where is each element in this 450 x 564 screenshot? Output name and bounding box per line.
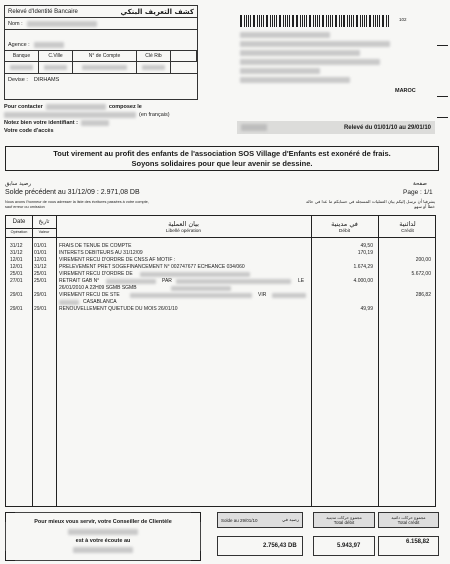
- total-debit-label: Total débit: [333, 520, 355, 525]
- country: MAROC: [395, 88, 416, 94]
- header-libelle-ar: بيان العملية: [168, 220, 199, 228]
- previous-balance: Solde précédent au 31/12/09 : 2.971,08 DB: [5, 189, 140, 196]
- rib-hdr-cville: C.Ville: [39, 51, 73, 62]
- barcode-bar: [339, 15, 340, 27]
- contact-row: [4, 103, 204, 111]
- redacted-value: [44, 65, 67, 70]
- row-credit: 5.672,00: [411, 271, 431, 277]
- corner-mark: [191, 512, 201, 522]
- barcode-bar: [319, 15, 320, 27]
- barcode-bar: [293, 15, 294, 27]
- table-row: [6, 271, 435, 278]
- corner-mark: [191, 551, 201, 561]
- redacted-value: [46, 104, 106, 110]
- rib-hdr-empty: [171, 51, 197, 62]
- redacted-value: [68, 529, 138, 535]
- advisor-box: [5, 512, 201, 561]
- contact-row: [4, 111, 204, 119]
- header-debit-ar: في مدينية: [331, 220, 358, 228]
- rib-devise-row: [5, 74, 197, 85]
- row-val-date: 29/01: [34, 292, 47, 298]
- corner-mark: [5, 512, 15, 522]
- redacted-value: [73, 547, 133, 553]
- rib-title-ar: كشف التعريف البنكي: [120, 7, 194, 16]
- redacted-value: [4, 112, 136, 118]
- rib-nom-label: Nom :: [8, 20, 23, 27]
- row-op-date: 25/01: [10, 271, 23, 277]
- totals-debit-header: [313, 512, 375, 528]
- rib-cell: [171, 62, 197, 73]
- redacted-value: [140, 272, 250, 277]
- rib-agence-row: [5, 39, 197, 51]
- redacted-value: [130, 293, 252, 298]
- barcode-bar: [313, 15, 314, 27]
- barcode-bar: [364, 15, 365, 27]
- balance-label-ar: رصيد في: [281, 518, 299, 523]
- header-credit-ar: لدائنية: [399, 220, 416, 228]
- row-op-date: 27/01: [10, 278, 23, 284]
- table-row: [6, 285, 435, 292]
- table-row: [6, 243, 435, 250]
- row-libelle: 26/01/2010 A 22H09 SGMB SGMB: [59, 285, 137, 291]
- identifiant-label: Notez bien votre identifiant :: [4, 120, 78, 126]
- row-libelle: RETRAIT GAB N°: [59, 278, 100, 284]
- header-libelle: Libellé opération: [165, 229, 202, 234]
- corner-mark: [5, 551, 15, 561]
- note-ar: يشرفنا أن نرسل إليكم بيان العمليات المسجلة في حسابكم ما عدا في حالة خطأ أو سهو: [306, 199, 435, 209]
- redacted-value: [171, 286, 231, 291]
- table-row: [6, 278, 435, 285]
- header-valeur: Valeur: [38, 230, 50, 234]
- row-val-date: 29/01: [34, 306, 47, 312]
- row-libelle: INTERETS DEBITEURS AU 31/12/09: [59, 250, 143, 256]
- row-val-date: 31/12: [34, 264, 47, 270]
- row-libelle: VIREMENT RECU D'ORDRE DE: [59, 271, 133, 277]
- barcode-number: 102: [399, 17, 407, 22]
- header-operation: Opération: [10, 230, 28, 234]
- barcode-bar: [300, 15, 301, 27]
- advisor-line-1: Pour mieux vous servir, votre Conseiller de Clientèle: [34, 519, 172, 525]
- rib-title-fr: Relevé d'Identité Bancaire: [8, 8, 78, 15]
- rib-cell: [5, 62, 39, 73]
- contact-block: [4, 103, 204, 135]
- rib-hdr-cle: Clé Rib: [137, 51, 171, 62]
- row-libelle: CASABLANCA: [83, 299, 117, 305]
- contact-row: [4, 127, 204, 135]
- rib-cell: [137, 62, 171, 73]
- redacted-value: [10, 65, 33, 70]
- totals-credit-header: [378, 512, 439, 528]
- rib-cell: [39, 62, 73, 73]
- row-val-date: 01/01: [34, 250, 47, 256]
- contact-row: [4, 119, 204, 127]
- header-debit: Débit: [338, 229, 351, 234]
- redacted-value: [81, 120, 109, 126]
- barcode-bar: [332, 15, 333, 27]
- rib-title: [5, 6, 197, 18]
- sos-line-2: Soyons solidaires pour que leur avenir se dessine.: [131, 159, 313, 168]
- redacted-agence: [34, 42, 64, 48]
- barcode-bar: [383, 15, 384, 27]
- balance-value: 2.756,43 DB: [263, 543, 297, 549]
- redacted-address-line: [240, 50, 360, 56]
- row-op-date: 29/01: [10, 292, 23, 298]
- table-row: [6, 250, 435, 257]
- rib-table: [5, 51, 197, 74]
- redacted-value: [59, 300, 79, 305]
- header-date-ar: تاريخ: [38, 219, 50, 225]
- redacted-address-line: [240, 77, 350, 83]
- rib-devise-value: DIRHAMS: [33, 76, 60, 83]
- redacted-address-line: [240, 41, 390, 47]
- row-val-date: 01/01: [34, 243, 47, 249]
- row-val-date: 12/01: [34, 257, 47, 263]
- table-row: [6, 292, 435, 299]
- rib-cell: [73, 62, 137, 73]
- redacted-name: [27, 21, 97, 27]
- barcode-bar: [280, 15, 281, 27]
- statement-period-bar: [237, 121, 435, 134]
- header-credit: Crédit: [401, 229, 414, 234]
- table-row: [6, 299, 435, 306]
- row-val-date: 25/01: [34, 278, 47, 284]
- row-debit: 170,19: [357, 250, 373, 256]
- fold-mark: [437, 117, 448, 118]
- totals-box: [215, 512, 440, 560]
- row-debit: 49,50: [360, 243, 373, 249]
- table-row: [6, 264, 435, 271]
- barcode-bar: [261, 15, 262, 27]
- row-credit: 200,00: [415, 257, 431, 263]
- row-libelle-end: VIR: [258, 292, 267, 298]
- row-libelle: VIREMENT RECU DE STE: [59, 292, 120, 298]
- rib-box: [4, 5, 198, 100]
- redacted-value: [272, 293, 306, 298]
- row-libelle-end: LE: [298, 278, 305, 284]
- redacted-value: [142, 65, 165, 70]
- header-date: Date: [12, 219, 26, 225]
- row-libelle-mid: PAR: [162, 278, 172, 284]
- row-op-date: 12/01: [10, 257, 23, 263]
- fold-mark: [437, 45, 448, 46]
- barcode: [240, 15, 390, 27]
- barcode-bar: [357, 15, 358, 27]
- redacted-address-line: [240, 59, 380, 65]
- row-val-date: 25/01: [34, 271, 47, 277]
- rib-nom-row: [5, 18, 197, 30]
- fold-mark: [437, 96, 448, 97]
- barcode-bar: [370, 15, 371, 27]
- redacted-address-line: [240, 32, 330, 38]
- total-credit-value: 6.158,82: [406, 539, 430, 545]
- redacted-value: [106, 279, 156, 284]
- row-op-date: 29/01: [10, 306, 23, 312]
- note-fr: Nous avons l'honneur de vous adresser la liste des écritures passées à votre compte, sauf erreur ou omission: [5, 200, 149, 209]
- total-debit-label-ar: مجموع حركات مدينية: [326, 515, 362, 520]
- row-libelle: VIREMENT RECU D'ORDRE DE CNSS AF MOTIF :: [59, 257, 176, 263]
- row-libelle: FRAIS DE TENUE DE COMPTE: [59, 243, 132, 249]
- rib-agence-label: Agence :: [8, 41, 30, 48]
- page-label-ar: صفحة: [413, 181, 427, 187]
- row-debit: 4.000,00: [353, 278, 373, 284]
- redacted-value: [241, 124, 267, 131]
- redacted-value: [82, 65, 126, 70]
- en-francais-label: (en français): [139, 112, 170, 118]
- advisor-line-2: est à votre écoute au: [75, 538, 131, 544]
- rib-hdr-compte: N° de Compte: [73, 51, 137, 62]
- barcode-bar: [344, 15, 345, 27]
- rib-spacer: [5, 30, 197, 39]
- barcode-bar: [267, 15, 268, 27]
- table-row: [6, 257, 435, 264]
- barcode-bar: [351, 15, 352, 27]
- header-divider: [6, 237, 435, 238]
- contact-label: Pour contacter: [4, 104, 43, 110]
- totals-balance-header: [217, 512, 303, 528]
- row-debit: 49,99: [360, 306, 373, 312]
- statement-period: Relevé du 01/01/10 au 29/01/10: [343, 124, 431, 131]
- rib-devise-label: Devise :: [8, 76, 28, 83]
- total-credit-label-ar: مجموع حركات دائنية: [391, 515, 426, 520]
- balance-label: Solde au 29/01/10: [221, 518, 258, 523]
- barcode-bar: [326, 15, 327, 27]
- total-credit-label: Total crédit: [397, 520, 420, 525]
- total-debit-value: 5.943,97: [337, 543, 361, 549]
- composez-label: composez le: [108, 104, 142, 110]
- redacted-address-line: [240, 68, 320, 74]
- barcode-bar: [248, 15, 249, 27]
- row-op-date: 12/01: [10, 264, 23, 270]
- row-libelle: RENOUVELLEMENT QUIETUDE DU MOIS 26/01/10: [59, 306, 178, 312]
- row-libelle: PRELEVEMENT PRET SOGEFINANCEMENT N° 002747677 ECHEANCE 034/060: [59, 264, 245, 270]
- code-acces-label: Votre code d'accès: [4, 128, 54, 134]
- previous-balance-ar: رصيد سابق: [5, 181, 32, 187]
- barcode-bar: [377, 15, 378, 27]
- operations-table: [5, 215, 436, 507]
- barcode-bar: [241, 15, 242, 27]
- sos-line-1: Tout virement au profit des enfants de l'association SOS Village d'Enfants est exonéré de frais.: [53, 149, 391, 158]
- row-op-date: 31/12: [10, 243, 23, 249]
- barcode-bar: [274, 15, 275, 27]
- header-divider: [6, 228, 56, 229]
- barcode-bar: [254, 15, 255, 27]
- row-op-date: 31/12: [10, 250, 23, 256]
- rib-hdr-banque: Banque: [5, 51, 39, 62]
- recipient-address: [240, 32, 405, 86]
- table-row: [6, 306, 435, 313]
- sos-banner: [5, 146, 439, 171]
- barcode-bar: [287, 15, 288, 27]
- page-number: Page : 1/1: [403, 189, 433, 196]
- row-credit: 286,82: [415, 292, 431, 298]
- redacted-value: [176, 279, 291, 284]
- barcode-bar: [306, 15, 307, 27]
- row-debit: 1.674,29: [353, 264, 373, 270]
